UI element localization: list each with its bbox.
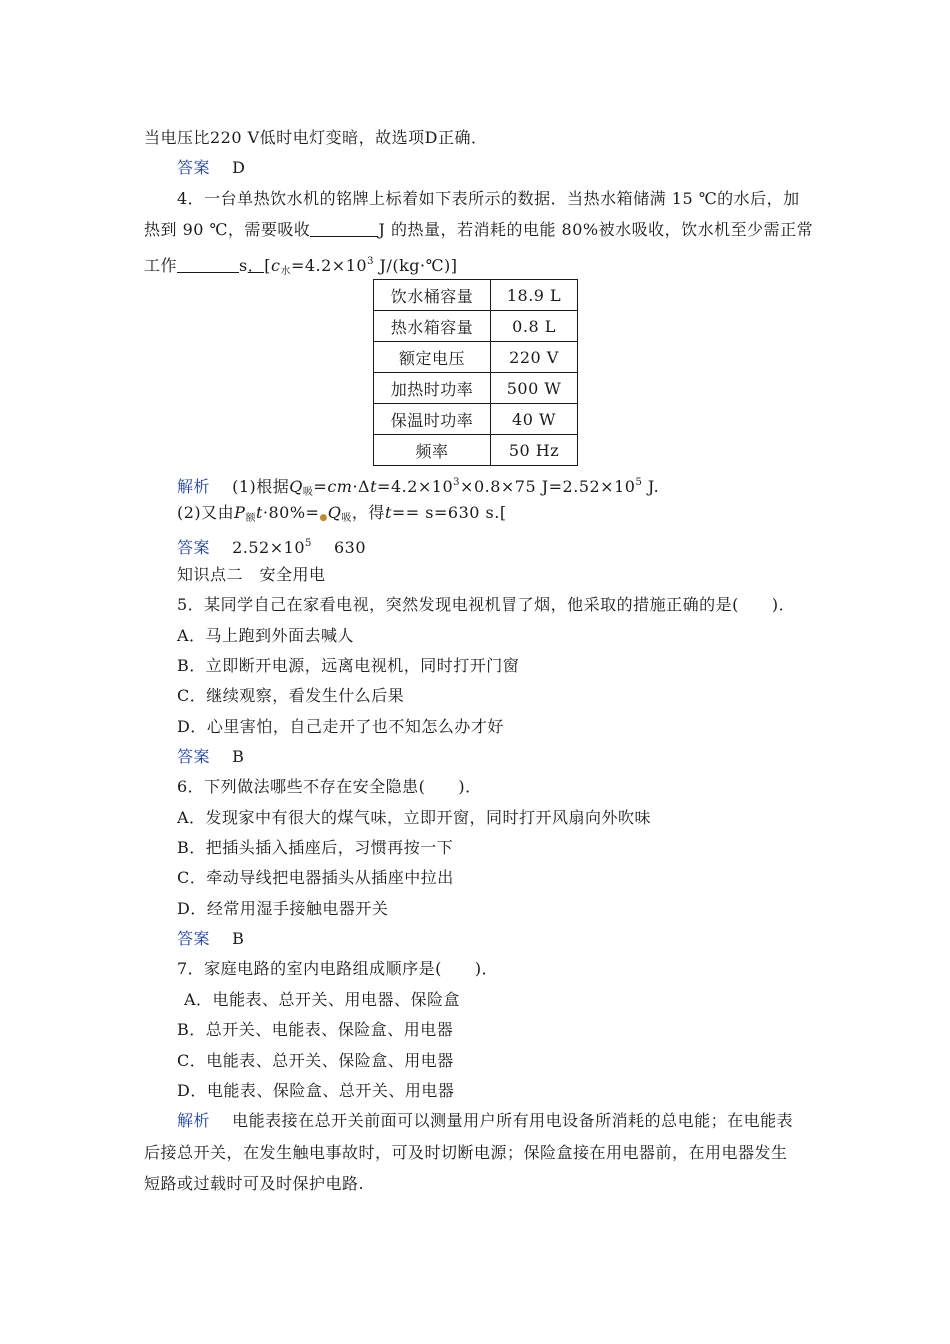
q4-text: =4.2×10	[290, 256, 368, 275]
q6-stem: 6．下列做法哪些不存在安全隐患( )．	[177, 777, 482, 796]
q4-text: J 的热量，若消耗的电能 80%被水吸收，饮水机至少需正常	[378, 220, 814, 239]
answer-value: 630	[333, 538, 367, 557]
spec-value: 40 W	[491, 404, 578, 435]
intro-text: 当电压比220 V低时电灯变暗，故选项D正确．	[144, 128, 488, 147]
answer-label: 答案	[177, 747, 211, 766]
spec-value: 18.9 L	[491, 280, 578, 311]
q3-answer	[177, 158, 245, 178]
q7-analysis-line3: 短路或过载时可及时保护电路.	[144, 1174, 365, 1193]
subscript: 吸	[341, 513, 352, 524]
table-row	[374, 280, 578, 311]
spec-name: 热水箱容量	[374, 311, 491, 342]
q6-option-b: B．把插头插入插座后，习惯再按一下	[177, 838, 454, 857]
q6-option-a: A．发现家中有很大的煤气味，立即开窗，同时打开风扇向外吹味	[177, 808, 652, 827]
analysis-text: J.	[642, 477, 660, 496]
analysis-label: 解析	[177, 477, 211, 496]
table-row	[374, 342, 578, 373]
q5-option-a: A．马上跑到外面去喊人	[177, 626, 355, 645]
q4-stem-line3	[144, 252, 458, 282]
table-row	[374, 435, 578, 466]
q4-analysis-line2	[177, 503, 507, 529]
q4-text: 工作	[144, 256, 178, 275]
analysis-text: ·80%=	[262, 503, 320, 522]
section-heading: 知识点二 安全用电	[177, 565, 326, 584]
q4-analysis-line1	[177, 473, 659, 503]
answer-value: B	[232, 929, 245, 948]
table-row	[374, 311, 578, 342]
q4-text: ．[	[247, 256, 271, 275]
spec-value: 220 V	[491, 342, 578, 373]
table-row	[374, 404, 578, 435]
var-c: c	[270, 256, 281, 275]
q6-answer	[177, 929, 244, 949]
superscript: 5	[305, 538, 312, 549]
q4-answer	[177, 534, 366, 558]
analysis-label: 解析	[177, 1111, 211, 1130]
superscript: 3	[453, 477, 461, 488]
spec-value: 50 Hz	[491, 435, 578, 466]
q6-option-d: D．经常用湿手接触电器开关	[177, 899, 389, 918]
spec-name: 额定电压	[374, 342, 491, 373]
q5-option-c: C．继续观察，看发生什么后果	[177, 686, 405, 705]
q7-analysis-line1	[177, 1111, 793, 1131]
spec-name: 保温时功率	[374, 404, 491, 435]
superscript: 3	[367, 256, 374, 267]
var-t: t	[370, 477, 378, 496]
analysis-text: == s=630 s.[	[391, 503, 507, 522]
q4-text: 热到 90 ℃，需要吸收	[144, 220, 311, 239]
spec-name: 加热时功率	[374, 373, 491, 404]
q5-answer	[177, 747, 244, 767]
q4-text: J/(kg·℃)]	[373, 256, 458, 275]
spec-name: 频率	[374, 435, 491, 466]
answer-label: 答案	[177, 929, 211, 948]
spec-table	[373, 279, 578, 466]
analysis-text: ×0.8×75 J=2.52×10	[460, 477, 636, 496]
spec-value: 500 W	[491, 373, 578, 404]
q4-stem-line1: 4．一台单热饮水机的铭牌上标着如下表所示的数据．当热水箱储满 15 ℃的水后，加	[177, 189, 800, 208]
answer-value: 2.52×10	[232, 538, 305, 557]
var-p: P	[234, 503, 246, 522]
q5-option-b: B．立即断开电源，远离电视机，同时打开门窗	[177, 656, 520, 675]
q4-stem-line2	[144, 220, 813, 240]
answer-label: 答案	[177, 158, 211, 177]
q7-option-b: B．总开关、电能表、保险盒、用电器	[177, 1020, 454, 1039]
analysis-text: 电能表接在总开关前面可以测量用户所有用电设备所消耗的总电能；在电能表	[232, 1111, 794, 1130]
subscript: 水	[280, 266, 291, 277]
analysis-text: ，得	[351, 503, 385, 522]
q6-option-c: C．牵动导线把电器插头从插座中拉出	[177, 868, 454, 887]
answer-value: D	[232, 158, 246, 177]
analysis-text: (2)又由	[177, 503, 235, 522]
q4-text: s	[239, 256, 248, 275]
q5-option-d: D．心里害怕，自己走开了也不知怎么办才好	[177, 717, 504, 736]
q7-option-a: A．电能表、总开关、用电器、保险盒	[184, 990, 461, 1009]
q7-option-d: D．电能表、保险盒、总开关、用电器	[177, 1081, 455, 1100]
q5-stem: 5．某同学自己在家看电视，突然发现电视机冒了烟，他采取的措施正确的是( )．	[177, 595, 796, 614]
subscript: 额	[245, 513, 256, 524]
var-q: Q	[289, 477, 303, 496]
analysis-text: ·Δ	[352, 477, 371, 496]
dot-mark: ●	[319, 513, 328, 523]
analysis-text: =	[313, 477, 328, 496]
var-cm: cm	[327, 477, 353, 496]
var-t: t	[384, 503, 392, 522]
q4-blank-2	[177, 256, 239, 273]
answer-label: 答案	[177, 538, 211, 557]
var-q: Q	[327, 503, 342, 522]
analysis-text: =4.2×10	[377, 477, 454, 496]
spec-name: 饮水桶容量	[374, 280, 491, 311]
q4-blank-1	[310, 220, 378, 237]
subscript: 吸	[302, 487, 314, 498]
answer-value: B	[232, 747, 245, 766]
q7-option-c: C．电能表、总开关、保险盒、用电器	[177, 1051, 454, 1070]
spec-value: 0.8 L	[491, 311, 578, 342]
q7-analysis-line2: 后接总开关，在发生触电事故时，可及时切断电源；保险盒接在用电器前，在用电器发生	[144, 1143, 788, 1162]
var-t: t	[255, 503, 263, 522]
q7-stem: 7．家庭电路的室内电路组成顺序是( )．	[177, 959, 499, 978]
table-row	[374, 373, 578, 404]
analysis-text: (1)根据	[232, 477, 290, 496]
superscript: 5	[635, 477, 643, 488]
